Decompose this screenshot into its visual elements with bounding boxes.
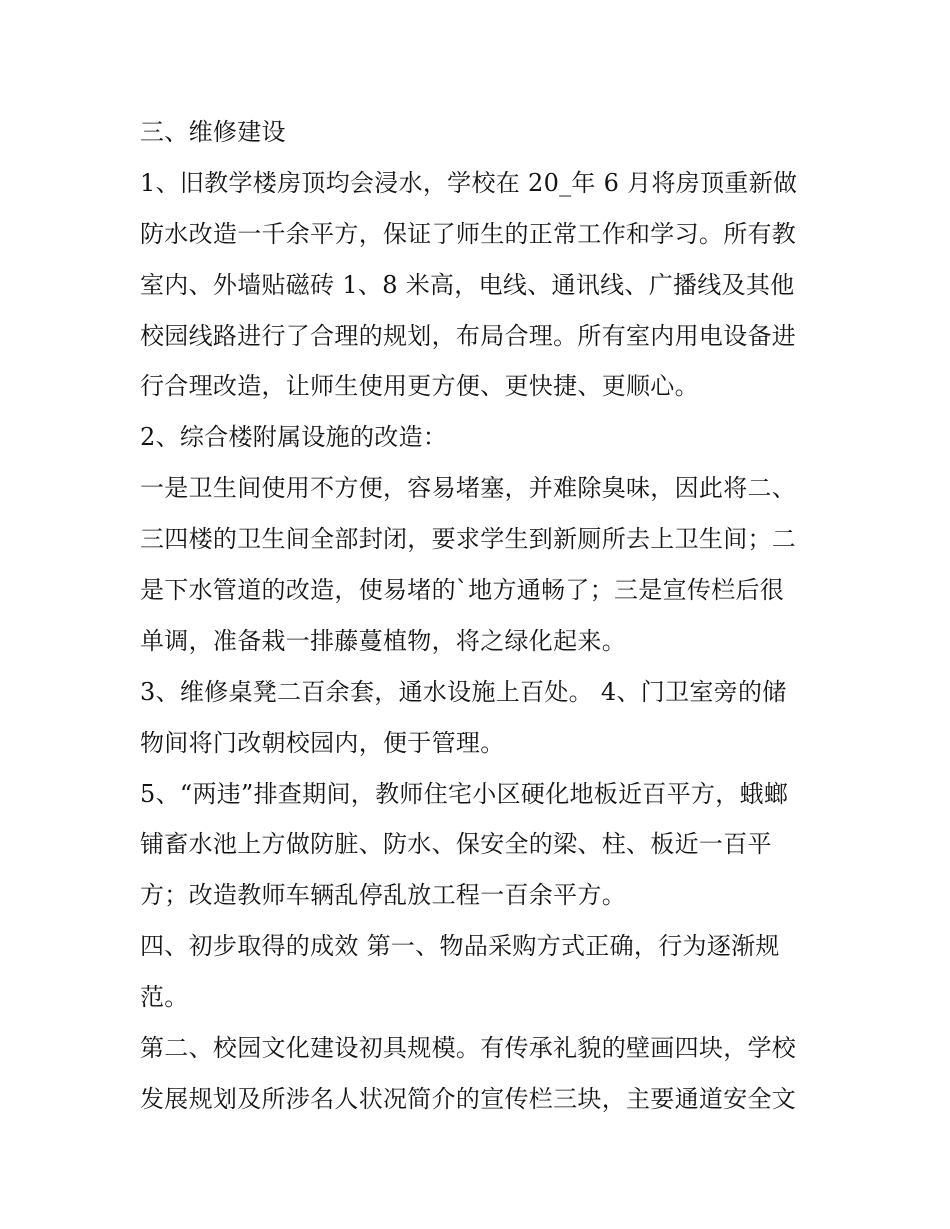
- section-heading-results: 四、初步取得的成效 第一、物品采购方式正确，行为逐渐规: [140, 932, 780, 961]
- text-line: 校园线路进行了合理的规划，布局合理。所有室内用电设备进: [140, 321, 797, 350]
- text-line: 3、维修桌凳二百余套，通水设施上百处。 4、门卫室旁的储: [140, 677, 787, 706]
- section-heading-repair: 三、维修建设: [140, 118, 286, 146]
- text-line: 发展规划及所涉名人状况简介的宣传栏三块，主要通道安全文: [140, 1084, 797, 1113]
- text-line: 物间将门改朝校园内，便于管理。: [140, 728, 505, 757]
- text-line: 一是卫生间使用不方便，容易堵塞，并难除臭味，因此将二、: [140, 474, 797, 503]
- text-line: 是下水管道的改造，使易堵的`地方通畅了；三是宣传栏后很: [140, 576, 785, 605]
- text-line: 2、综合楼附属设施的改造：: [140, 423, 448, 452]
- text-line: 5、“两违”排查期间，教师住宅小区硬化地板近百平方，蛾螂: [140, 779, 789, 808]
- text-line: 三四楼的卫生间全部封闭，要求学生到新厕所去上卫生间；二: [140, 525, 797, 554]
- text-line: 1、旧教学楼房顶均会浸水，学校在 20_年 6 月将房顶重新做: [140, 168, 798, 197]
- text-line: 铺畜水池上方做防脏、防水、保安全的梁、柱、板近一百平: [140, 830, 772, 859]
- text-line: 方；改造教师车辆乱停乱放工程一百余平方。: [140, 881, 626, 910]
- text-line: 第二、校园文化建设初具规模。有传承礼貌的壁画四块，学校: [140, 1034, 797, 1063]
- text-line: 防水改造一千余平方，保证了师生的正常工作和学习。所有教: [140, 219, 797, 248]
- text-line: 范。: [140, 983, 189, 1012]
- text-line: 单调，准备栽一排藤蔓植物，将之绿化起来。: [140, 626, 626, 655]
- text-line: 行合理改造，让师生使用更方便、更快捷、更顺心。: [140, 372, 699, 401]
- text-line: 室内、外墙贴磁砖 1、8 米高，电线、通讯线、广播线及其他: [140, 270, 795, 299]
- body-text: [140, 107, 830, 1125]
